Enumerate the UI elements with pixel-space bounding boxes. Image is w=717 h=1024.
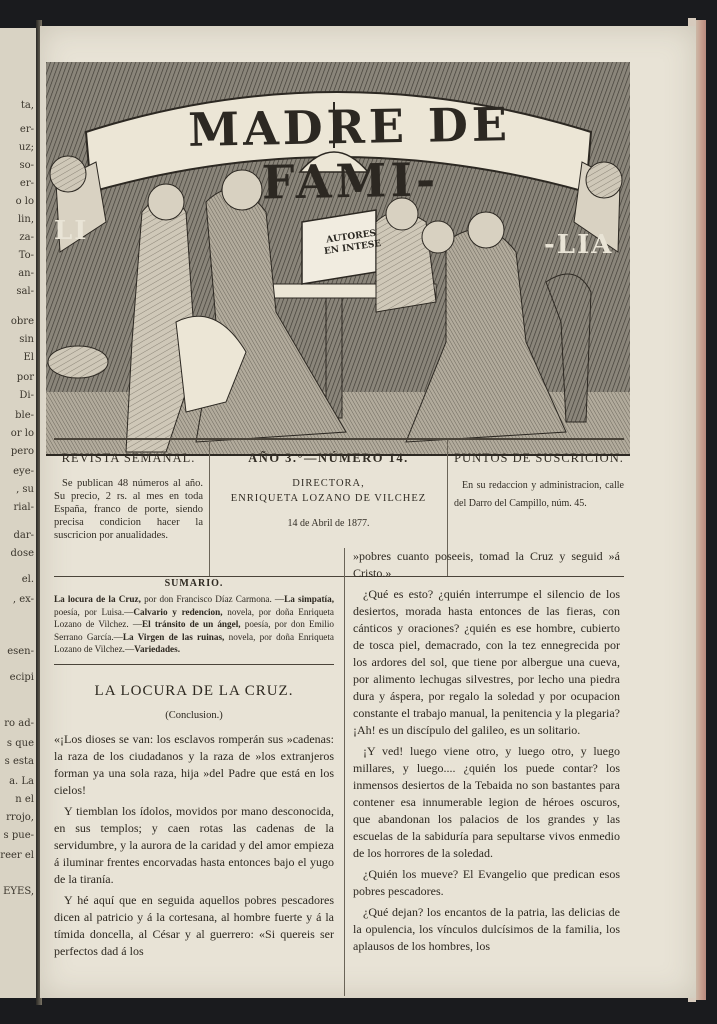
left-page-fragment: er- <box>19 178 34 189</box>
director-name: ENRIQUETA LOZANO DE VILCHEZ <box>230 493 427 504</box>
left-page-fragment: s esta <box>4 756 34 767</box>
left-page-fragment: To- <box>18 250 34 261</box>
sumario-item: Variedades. <box>134 644 181 654</box>
masthead-right-tail: -LIA <box>544 230 614 260</box>
article-subtitle: (Conclusion.) <box>165 709 223 721</box>
masthead-engraving <box>46 62 630 456</box>
sumario-item: La simpatía, <box>284 594 334 604</box>
seated-woman-head <box>468 212 504 248</box>
left-page-fragment: an- <box>18 268 34 279</box>
sumario-text <box>54 593 334 656</box>
left-page-fragment: Di- <box>19 390 34 401</box>
left-page-fragment: er- <box>19 124 34 135</box>
divider <box>54 664 334 665</box>
left-page-fragment: o lo <box>15 196 34 207</box>
left-page-fragment: pero <box>10 446 34 457</box>
left-page-fragment: dar- <box>13 530 34 541</box>
left-page-fragment: El <box>23 352 34 363</box>
left-page-fragment: sin <box>19 334 34 345</box>
newspaper-page <box>40 26 696 998</box>
issue-number: AÑO 3.°—NÚMERO 14. <box>248 451 409 465</box>
left-page-fragment: s pue- <box>3 830 34 841</box>
frequency-heading: REVISTA SEMANAL. <box>61 451 196 465</box>
cherub-left <box>50 156 86 192</box>
seated-girl-head <box>422 221 454 253</box>
masthead-left-tail: LI <box>54 216 89 246</box>
subscription-text: En su redaccion y administracion, calle del Darro del Campillo, núm. 45. <box>454 480 624 509</box>
sumario-item: La Virgen de las ruinas, <box>122 631 225 642</box>
left-page-fragment: por <box>16 372 34 383</box>
left-page-fragment: esen- <box>7 646 34 657</box>
left-page-fragment: reer el <box>0 850 34 861</box>
left-page-fragment: ta, <box>20 100 34 111</box>
paragraph: ¿Qué dejan? los encantos de la patria, las delicias de la opulencia, los vínculos dulcísimos de la familia, los aplausos de los hombres, los <box>353 905 620 953</box>
paragraph: »pobres cuanto poseeis, tomad la Cruz y seguid »á Cristo.» <box>353 549 620 580</box>
paragraph: ¿Quién los mueve? El Evangelio que predican esos pobres pescadores. <box>353 867 620 898</box>
left-page-fragment: a. La <box>9 776 34 787</box>
sumario-item: La locura de la Cruz, <box>54 594 141 604</box>
sumario-heading: SUMARIO. <box>164 578 224 589</box>
left-page-fragment: lin, <box>17 214 34 225</box>
paragraph: ¡Y ved! luego viene otro, y luego otro, y luego millares, y luego.... ¿quién los puede contar? los inmensos desiertos de la Tebaida no son bastantes para contener esa innumerable legion de héroes oscuros, que abandonan los palacios de los grandes y las escuelas de la sabiduría para sepultarse vivos enmedio de los horrores de la soledad. <box>353 744 620 860</box>
left-page-fragment: s que <box>6 738 34 749</box>
left-page-fragment: n el <box>15 794 34 805</box>
left-page-fragment: uz; <box>18 142 34 153</box>
left-column <box>54 578 334 998</box>
book-inscription: AUTORES EN INTESE <box>323 228 382 257</box>
sumario-item: novela, por doña Enriqueta Lozano de Vilchez.— <box>54 631 334 654</box>
left-page-fragment: ble- <box>15 410 34 421</box>
left-page-fragment: eye- <box>13 466 34 477</box>
sumario-item: poesía, por Luisa.— <box>54 606 134 617</box>
sewing-basket <box>48 346 108 378</box>
sumario-item: novela, por doña Enriqueta Lozano de Vilchez. — <box>54 606 334 629</box>
left-page-fragment: rial- <box>13 502 34 513</box>
sumario-item: por don Francisco Díaz Carmona. — <box>140 594 285 604</box>
masthead-title: MADRE DE FAMI- <box>187 97 512 210</box>
left-page-fragment: or lo <box>10 428 34 439</box>
info-column-frequency <box>54 440 210 576</box>
article-body-right <box>353 548 620 955</box>
sumario-item: Calvario y redencion, <box>133 606 223 617</box>
article-title: LA LOCURA DE LA CRUZ. <box>94 682 294 699</box>
left-page-fragment: , ex- <box>12 594 34 605</box>
page-outer-edge <box>696 20 706 1000</box>
right-column <box>344 548 620 996</box>
adjacent-page-edge <box>0 28 38 998</box>
frequency-text: Se publican 48 números al año. Su precio, 2 rs. al mes en toda España, franco de porte, siendo precisa condicion hacer la suscricion por anualidades. <box>54 478 203 541</box>
left-page-fragment: ro ad- <box>4 718 34 729</box>
sumario-item: poesía, por don Emilio Serrano García.— <box>54 619 334 642</box>
left-page-fragment: so- <box>19 160 34 171</box>
left-page-fragment: obre <box>10 316 34 327</box>
subscription-heading: PUNTOS DE SUSCRICION. <box>454 451 624 465</box>
left-page-fragment: ecipi <box>9 672 34 683</box>
director-label: DIRECTORA, <box>292 478 365 489</box>
table-leg <box>326 298 342 418</box>
article-body-left <box>54 731 334 960</box>
left-page-fragment: za- <box>19 232 34 243</box>
left-page-fragment: el. <box>21 574 34 585</box>
paragraph: ¿Qué es esto? ¿quién interrumpe el silencio de los desiertos, morada hasta entonces de las fieras, con cánticos y oraciones? ¿quién es ese hombre, cubierto de tosca piel, demacrado, con la tez ennegrecida por los ardores del sol, que tiene por albergue una cueva, por alimento lechugas silvestres, por lecho una piedra dura y áspera, por regalo la soledad y por ocupacion constante el trabajo manual, la penitencia y la plegaria? ¡Ah! es un discípulo del galileo, es un solitario. <box>353 587 620 737</box>
sumario-item: El tránsito de un ángel, <box>142 619 241 629</box>
paragraph: Y tiemblan los ídolos, movidos por mano desconocida, en sus templos; y caen rotas las cadenas de la servidumbre, y la aurora de la caridad y del amor empieza á iluminar frentes encorvadas hasta entonces bajo el yugo de la tiranía. <box>54 803 334 886</box>
paragraph: «¡Los dioses se van: los esclavos romperán sus »cadenas: la raza de los ciudadanos y la raza de »los extranjeros forman ya una sola raza, hija »del Padre que está en los cielos! <box>54 731 334 797</box>
left-page-fragment: , su <box>16 484 34 495</box>
left-page-fragment: sal- <box>16 286 34 297</box>
cherub-right <box>586 162 622 198</box>
paragraph: Y hé aquí que en seguida aquellos pobres pescadores dicen al patricio y á la cortesana, al hombre fuerte y á la tímida doncella, al César y al guerrero: «Si quereis ser perfectos dad á los <box>54 892 334 958</box>
left-page-fragment: rrojo, <box>6 812 34 823</box>
left-page-fragment: EYES, <box>3 886 34 897</box>
issue-date: 14 de Abril de 1877. <box>287 518 370 529</box>
left-page-fragment: dose <box>10 548 34 559</box>
